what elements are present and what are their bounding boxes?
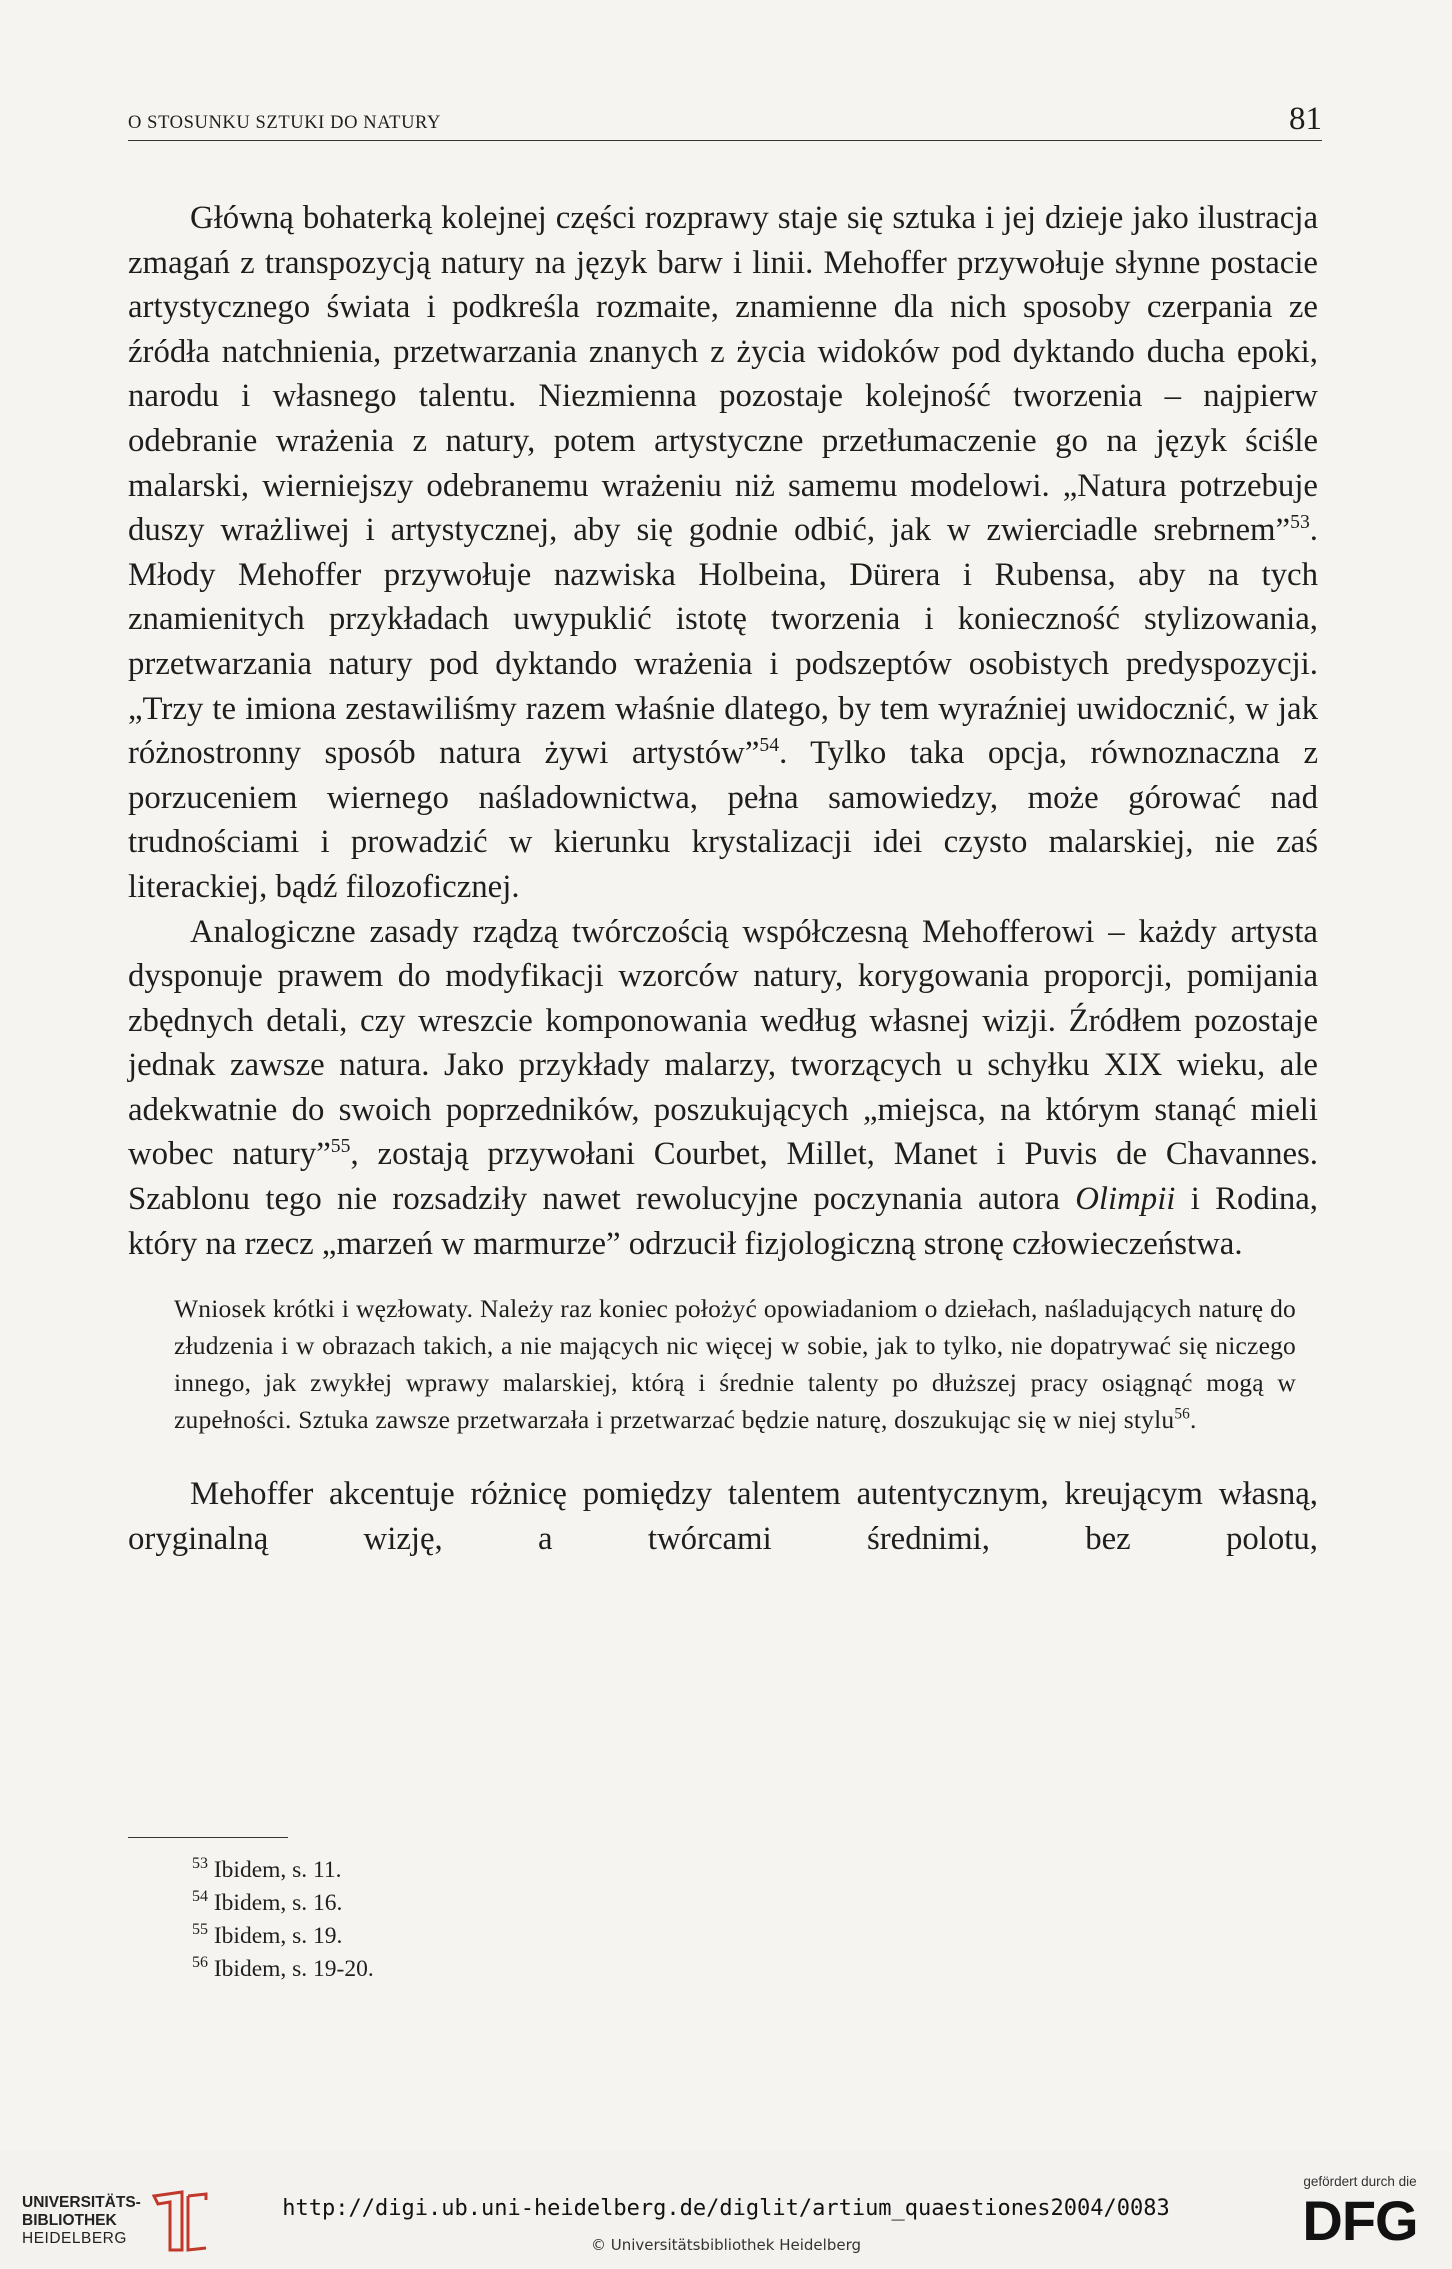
paragraph-1-text-b: . Młody Mehoffer przywołuje nazwiska Holbeina, Dürera i Rubensa, aby na tych znamienitych przykładach uwypuklić istotę tworzenia i konieczność stylizowania, przetwarzania natury pod dyktando wrażenia i podszeptów osobistych predyspozycji. „Trzy te imiona zestawiliśmy razem właśnie dlatego, by tem wyraźniej uwidocznić, w jak różnostronny sposób natura żywi artystów” — [128, 512, 1318, 772]
footnote-text: Ibidem, s. 11. — [213, 1857, 342, 1883]
footnote-number: 53 — [192, 1855, 208, 1873]
block-quote — [174, 1290, 1296, 1438]
footnote-number: 55 — [192, 1921, 208, 1939]
block-quote-text: Wniosek krótki i węzłowaty. Należy raz koniec położyć opowiadaniom o dziełach, naśladujących naturę do złudzenia i w obrazach takich, a nie mających nic więcej w sobie, jak to tylko, nie dopatrywać się niczego innego, jak zwykłej wprawy malarskiej, którą i średnie talenty po dłuższej pracy osiągnąć mogą w zupełności. Sztuka zawsze przetwarzała i przetwarzać będzie naturę, doszukując się w niej stylu — [174, 1294, 1296, 1435]
paragraph-2 — [128, 910, 1318, 1267]
footnote-divider — [128, 1837, 288, 1838]
dfg-logo: DFG — [1302, 2189, 1418, 2252]
main-text — [128, 196, 1318, 1561]
running-header — [128, 98, 1322, 141]
paragraph-1 — [128, 196, 1318, 910]
paragraph-2-text-a: Analogiczne zasady rządzą twórczością współczesną Mehofferowi – każdy artysta dysponuje prawem do modyfikacji wzorców natury, korygowania proporcji, pomijania zbędnych detali, czy wreszcie komponowania według własnej wizji. Źródłem pozostaje jednak zawsze natura. Jako przykłady malarzy, tworzących u schyłku XIX wieku, ale adekwatnie do swoich poprzedników, poszukujących „miejsca, na którym stanąć mieli wobec natury” — [128, 913, 1318, 1173]
footnote-54 — [192, 1887, 374, 1920]
library-line-3: HEIDELBERG — [22, 2230, 127, 2247]
funding-note: gefördert durch die — [1303, 2174, 1417, 2189]
copyright-notice: © Universitätsbibliothek Heidelberg — [590, 2236, 861, 2254]
footnote-ref-56: 56 — [1174, 1405, 1191, 1423]
footnote-ref-53: 53 — [1290, 511, 1310, 534]
paragraph-2-text-b: , zostają przywołani Courbet, Millet, Manet i Puvis de Chavannes. Szablonu tego nie rozsadziły nawet rewolucyjne poczynania autora — [128, 1136, 1318, 1218]
footnote-number: 56 — [192, 1954, 208, 1972]
running-title: O STOSUNKU SZTUKI DO NATURY — [128, 113, 441, 133]
funder-block[interactable] — [1290, 2174, 1430, 2252]
permalink-url[interactable]: http://digi.ub.uni-heidelberg.de/diglit/artium_quaestiones2004/0083 — [282, 2196, 1170, 2221]
footnote-56 — [192, 1953, 374, 1986]
block-quote-end: . — [1190, 1405, 1197, 1435]
paragraph-1-text-a: Główną bohaterką kolejnej części rozprawy staje się sztuka i jej dzieje jako ilustracja zmagań z transpozycją natury na język barw i linii. Mehoffer przywołuje słynne postacie artystycznego świata i podkreśla rozmaite, znamienne dla nich sposoby czerpania ze źródła natchnienia, przetwarzania znanych z życia widoków pod dyktando ducha epoki, narodu i własnego talentu. Niezmienna pozostaje kolejność tworzenia – najpierw odebranie wrażenia z natury, potem artystyczne przetłumaczenie go na język ściśle malarski, wierniejszy odebranemu wrażeniu niż samemu modelowi. „Natura potrzebuje duszy wrażliwej i artystycznej, aby się godnie odbić, jak w zwierciadle srebrnem” — [128, 200, 1318, 549]
paragraph-3: Mehoffer akcentuje różnicę pomiędzy talentem autentycznym, kreującym własną, oryginalną wizję, a twórcami średnimi, bez polotu, — [128, 1476, 1318, 1557]
footnote-55 — [192, 1920, 374, 1953]
footnote-number: 54 — [192, 1888, 208, 1906]
footnote-text: Ibidem, s. 16. — [213, 1890, 343, 1916]
library-line-2: BIBLIOTHEK — [22, 2212, 117, 2229]
footnote-text: Ibidem, s. 19. — [213, 1923, 343, 1949]
footnote-53 — [192, 1854, 374, 1887]
page-number: 81 — [1289, 101, 1322, 137]
paragraph-2-text-c: i Rodina, który na rzecz „marzeń w marmurze” odrzucił fizjologiczną stronę człowieczeństwa. — [128, 1181, 1319, 1262]
library-line-1: UNIVERSITÄTS- — [22, 2194, 141, 2211]
digitization-footer — [0, 2160, 1452, 2269]
paragraph-1-text-c: . Tylko taka opcja, równoznaczna z porzuceniem wiernego naśladownictwa, pełna samowiedzy, może górować nad trudnościami i prowadzić w kierunku krystalizacji idei czysto malarskiej, nie zaś literackiej, bądź filozoficznej. — [128, 735, 1318, 905]
footnote-text: Ibidem, s. 19-20. — [213, 1956, 374, 1982]
footnote-ref-55: 55 — [330, 1135, 351, 1158]
italic-title: Olimpii — [1075, 1181, 1176, 1218]
footnote-ref-54: 54 — [759, 734, 780, 757]
footnotes — [192, 1854, 374, 1986]
